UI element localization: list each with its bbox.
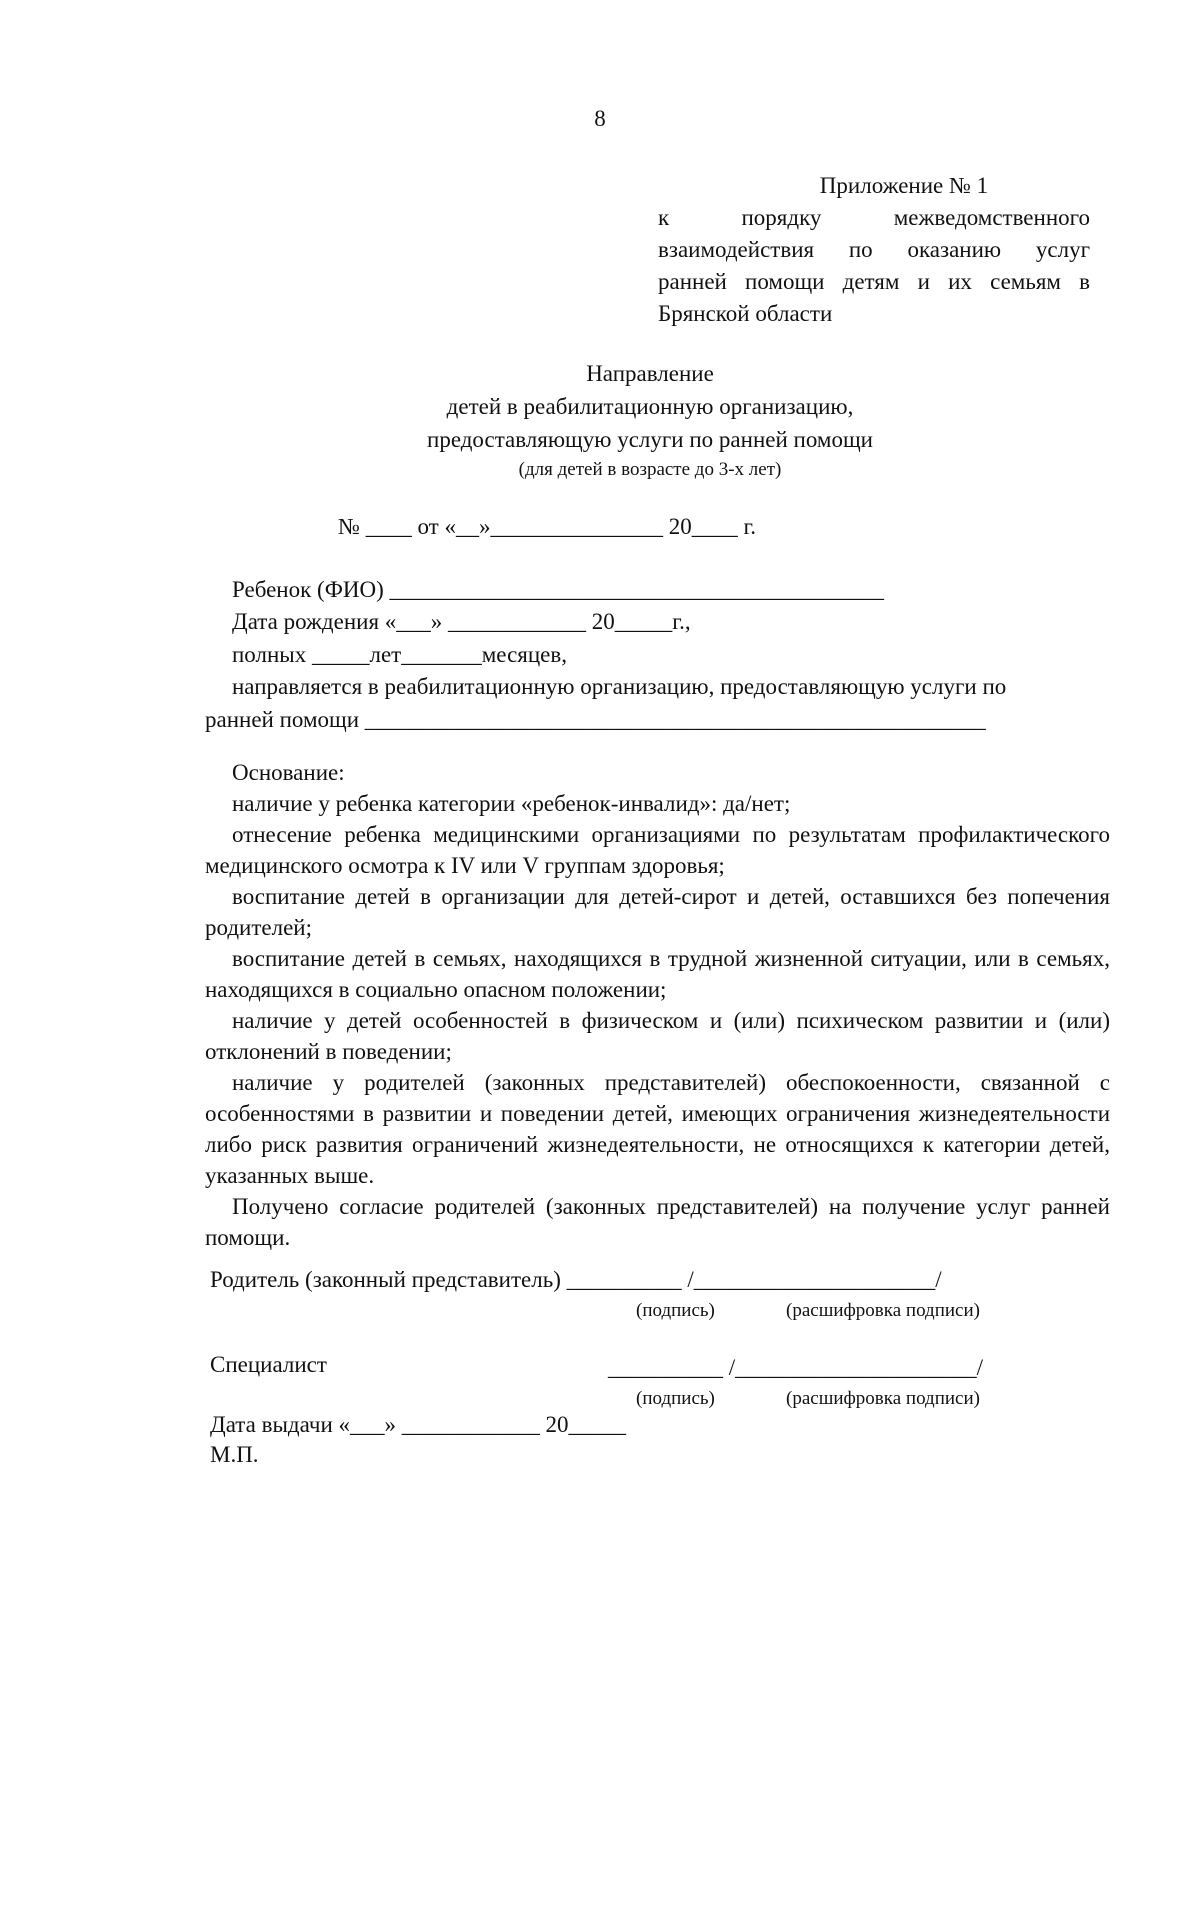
annex-line: взаимодействия по оказанию услуг	[658, 237, 1090, 262]
basis-item: отнесение ребенка медицинскими организациями по результатам профилактического медицинского осмотра к IV или V группам здоровья;	[205, 822, 1110, 878]
basis-title: Основание:	[232, 760, 345, 785]
issue-date-line: Дата выдачи «___» ____________ 20_____	[210, 1412, 627, 1437]
stamp-place: М.П.	[210, 1442, 259, 1467]
document-number-line: № ____ от «__»_______________ 20____ г.	[338, 514, 757, 539]
signature-caption: (подпись)	[636, 1388, 715, 1409]
heading-line: предоставляющую услуги по ранней помощи	[427, 427, 873, 452]
consent-text: Получено согласие родителей (законных представителей) на получение услуг ранней помощи.	[205, 1194, 1110, 1250]
referral-organization-line: ранней помощи ______________________________________________________	[205, 707, 986, 732]
annex-title: Приложение № 1	[819, 173, 989, 198]
signature-decoding-caption: (расшифровка подписи)	[786, 1300, 980, 1321]
signature-decoding-caption: (расшифровка подписи)	[786, 1388, 980, 1409]
annex-line: ранней помощи детям и их семьям в	[658, 269, 1090, 294]
specialist-signature-line: __________ /_____________________/	[608, 1355, 984, 1380]
child-name-line: Ребенок (ФИО) ___________________________________________	[232, 577, 884, 602]
referral-line: направляется в реабилитационную организацию, предоставляющую услуги по	[232, 674, 1007, 699]
parent-signature-line: Родитель (законный представитель) __________ /_____________________/	[210, 1267, 942, 1292]
basis-item: наличие у родителей (законных представителей) обеспокоенности, связанной с особенностями в развитии и поведении детей, имеющих ограничения жизнедеятельности либо риск развития ограничений жизнедеятельности, не относящихся к категории детей, указанных выше.	[205, 1070, 1110, 1188]
heading-note: (для детей в возрасте до 3-х лет)	[518, 459, 782, 480]
basis-section	[205, 757, 1110, 1253]
heading-line: детей в реабилитационную организацию,	[446, 394, 854, 419]
annex-header	[658, 170, 1090, 330]
specialist-label: Специалист	[210, 1352, 327, 1377]
document-title: Направление	[586, 361, 714, 386]
page-number: 8	[594, 106, 606, 131]
age-line: полных _____лет_______месяцев,	[232, 642, 567, 667]
birth-date-line: Дата рождения «___» ____________ 20_____г.,	[232, 609, 691, 634]
signature-caption: (подпись)	[636, 1300, 715, 1321]
basis-item: воспитание детей в организации для детей-сирот и детей, оставшихся без попечения родителей;	[205, 884, 1110, 940]
basis-item: наличие у ребенка категории «ребенок-инвалид»: да/нет;	[232, 791, 791, 816]
annex-line: к порядку межведомственного	[658, 205, 1090, 230]
basis-item: наличие у детей особенностей в физическом и (или) психическом развитии и (или) отклонений в поведении;	[205, 1008, 1110, 1064]
basis-item: воспитание детей в семьях, находящихся в трудной жизненной ситуации, или в семьях, находящихся в социально опасном положении;	[205, 946, 1110, 1002]
annex-line: Брянской области	[658, 301, 833, 326]
document-heading	[300, 357, 1000, 484]
